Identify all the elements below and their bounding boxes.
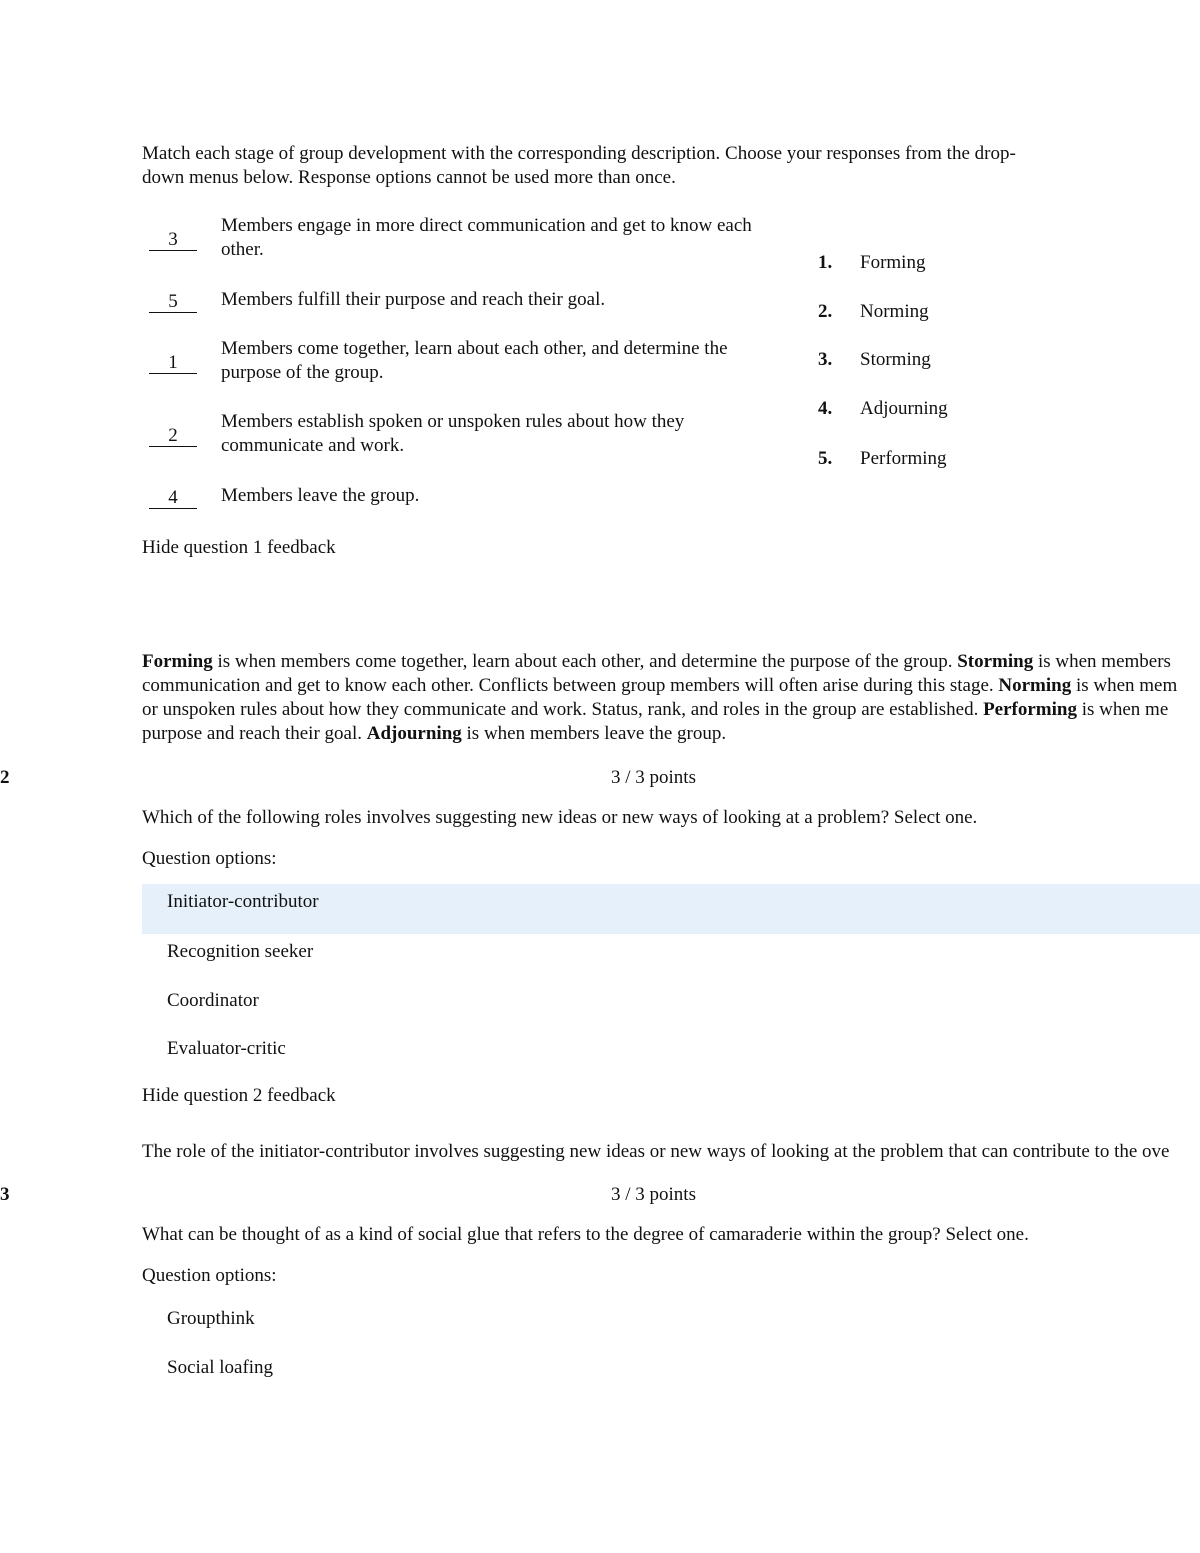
match-description-line: purpose of the group. [221, 362, 384, 383]
match-answer-dropdown[interactable]: 2 [149, 426, 197, 447]
feedback-text: purpose and reach their goal. [142, 723, 367, 744]
stage-term: Norming [998, 675, 1072, 696]
stage-term: Adjourning [366, 723, 462, 744]
feedback-line [142, 650, 1200, 674]
q3-choice[interactable] [142, 1301, 1200, 1351]
match-option [818, 348, 931, 372]
match-answer-dropdown[interactable]: 3 [149, 230, 197, 251]
match-description-line: Members leave the group. [221, 485, 420, 506]
match-row [149, 288, 789, 314]
match-option [818, 251, 925, 275]
option-number: 5. [818, 448, 833, 469]
match-answer-dropdown[interactable]: 1 [149, 353, 197, 374]
q2-question-text: Which of the following roles involves suggesting new ideas or new ways of looking at a problem? Select one. [142, 807, 978, 828]
q2-feedback: The role of the initiator-contributor involves suggesting new ideas or new ways of looking at the problem that can contribute to the ove [142, 1141, 1170, 1162]
hide-feedback-link-q1[interactable]: Hide question 1 feedback [142, 537, 336, 558]
q2-options-label: Question options: [142, 848, 277, 869]
option-label: Adjourning [860, 398, 948, 419]
question-number-3: 3 [0, 1184, 10, 1205]
option-number: 1. [818, 252, 833, 273]
option-number: 2. [818, 301, 833, 322]
match-option [818, 397, 948, 421]
q3-options-label: Question options: [142, 1265, 277, 1286]
match-description-line: Members fulfill their purpose and reach their goal. [221, 289, 606, 310]
choice-label: Coordinator [167, 990, 259, 1011]
option-label: Norming [860, 301, 929, 322]
stage-term: Storming [957, 651, 1034, 672]
option-number: 4. [818, 398, 833, 419]
match-description-line: other. [221, 239, 264, 260]
match-row [149, 410, 789, 460]
match-description-line: communicate and work. [221, 435, 405, 456]
hide-feedback-link-q2[interactable]: Hide question 2 feedback [142, 1085, 336, 1106]
match-description-line: Members establish spoken or unspoken rules about how they [221, 411, 685, 432]
option-label: Storming [860, 349, 931, 370]
match-answer-dropdown[interactable]: 4 [149, 488, 197, 509]
q3-choice[interactable] [142, 1350, 1200, 1400]
q1-feedback [142, 650, 1200, 746]
q1-instructions-line1: Match each stage of group development with the corresponding description. Choose your responses from the drop- [142, 143, 1016, 164]
q2-points: 3 / 3 points [611, 767, 696, 788]
q2-choice[interactable] [142, 934, 1200, 984]
option-number: 3. [818, 349, 833, 370]
feedback-text: is when members leave the group. [461, 723, 727, 744]
choice-label: Social loafing [167, 1357, 274, 1378]
q1-instructions [142, 142, 1062, 190]
choice-label: Recognition seeker [167, 941, 314, 962]
q3-question-text: What can be thought of as a kind of social glue that refers to the degree of camaraderie within the group? Select one. [142, 1224, 1029, 1245]
stage-term: Forming [142, 651, 213, 672]
feedback-line [142, 698, 1200, 722]
feedback-line [142, 722, 1200, 746]
match-row [149, 214, 789, 264]
feedback-line [142, 674, 1200, 698]
match-row [149, 484, 789, 510]
feedback-text: is when members [1033, 651, 1171, 672]
choice-label: Evaluator-critic [167, 1038, 286, 1059]
match-row [149, 337, 789, 387]
q2-choice[interactable] [142, 1031, 1200, 1081]
option-label: Performing [860, 448, 947, 469]
match-option [818, 447, 947, 471]
feedback-text: is when mem [1071, 675, 1178, 696]
question-number-2: 2 [0, 767, 10, 788]
q2-choice-selected[interactable] [142, 884, 1200, 934]
feedback-text: communication and get to know each other. Conflicts between group members will often arise during this stage. [142, 675, 999, 696]
option-label: Forming [860, 252, 926, 273]
feedback-text: is when me [1076, 699, 1169, 720]
q1-instructions-line2: down menus below. Response options cannot be used more than once. [142, 167, 676, 188]
choice-label: Groupthink [167, 1308, 255, 1329]
choice-label: Initiator-contributor [167, 891, 319, 912]
q3-points: 3 / 3 points [611, 1184, 696, 1205]
feedback-text: is when members come together, learn about each other, and determine the purpose of the group. [212, 651, 958, 672]
match-description-line: Members engage in more direct communication and get to know each [221, 215, 752, 236]
feedback-text: or unspoken rules about how they communicate and work. Status, rank, and roles in the group are established. [142, 699, 984, 720]
match-option [818, 300, 929, 324]
match-description-line: Members come together, learn about each other, and determine the [221, 338, 728, 359]
stage-term: Performing [983, 699, 1077, 720]
q2-choice[interactable] [142, 983, 1200, 1033]
match-answer-dropdown[interactable]: 5 [149, 292, 197, 313]
